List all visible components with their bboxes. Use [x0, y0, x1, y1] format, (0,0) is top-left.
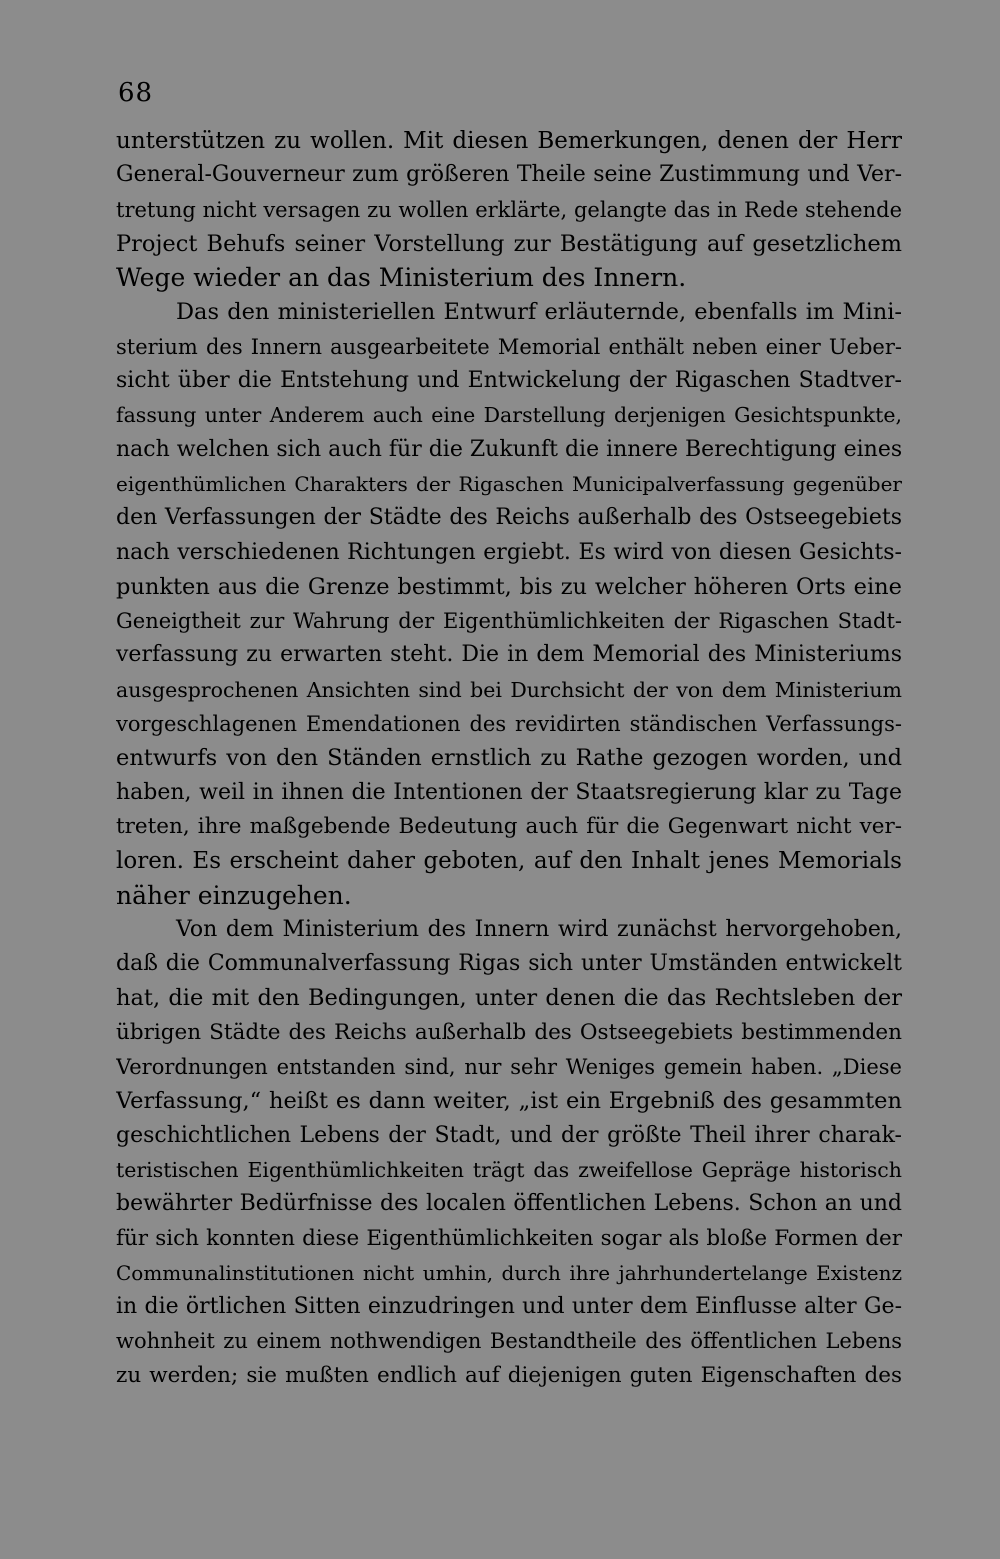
- text-line: zu werden; sie mußten endlich auf diejenigen guten Eigenschaften des: [116, 1362, 902, 1388]
- text-line: sicht über die Entstehung und Entwickelung der Rigaschen Stadtver-: [116, 368, 902, 394]
- text-line: geschichtlichen Lebens der Stadt, und der größte Theil ihrer charak-: [116, 1122, 902, 1148]
- text-line: unterstützen zu wollen. Mit diesen Bemerkungen, denen der Herr: [116, 128, 902, 154]
- text-line: nach verschiedenen Richtungen ergiebt. Es wird von diesen Gesichts-: [116, 539, 902, 565]
- text-line: Von dem Ministerium des Innern wird zunächst hervorgehoben,: [176, 916, 902, 942]
- text-line: eigenthümlichen Charakters der Rigaschen Municipalverfassung gegenüber: [116, 471, 902, 496]
- text-line: hat, die mit den Bedingungen, unter denen die das Rechtsleben der: [116, 985, 902, 1012]
- text-line: treten, ihre maßgebende Bedeutung auch für die Gegenwart nicht ver-: [116, 813, 902, 839]
- body-text: [116, 124, 902, 1393]
- text-line: bewährter Bedürfnisse des localen öffentlichen Lebens. Schon an und: [116, 1191, 902, 1217]
- text-line: Wege wieder an das Ministerium des Innern.: [116, 263, 687, 293]
- text-line: ausgesprochenen Ansichten sind bei Durchsicht der von dem Ministerium: [116, 677, 902, 702]
- text-line: den Verfassungen der Städte des Reichs außerhalb des Ostseegebiets: [116, 505, 902, 531]
- page-number: 68: [118, 78, 154, 108]
- text-line: verfassung zu erwarten steht. Die in dem Memorial des Ministeriums: [116, 642, 902, 668]
- text-line: tretung nicht versagen zu wollen erklärte, gelangte das in Rede stehende: [116, 197, 902, 222]
- text-line: teristischen Eigenthümlichkeiten trägt das zweifellose Gepräge historisch: [116, 1157, 902, 1182]
- text-line: haben, weil in ihnen die Intentionen der Staatsregierung klar zu Tage: [116, 779, 902, 805]
- text-line: Das den ministeriellen Entwurf erläuternde, ebenfalls im Mini-: [176, 299, 902, 326]
- text-line: fassung unter Anderem auch eine Darstellung derjenigen Gesichtspunkte,: [116, 403, 902, 428]
- text-line: Geneigtheit zur Wahrung der Eigenthümlichkeiten der Rigaschen Stadt-: [116, 609, 902, 634]
- text-line: übrigen Städte des Reichs außerhalb des Ostseegebiets bestimmenden: [116, 1019, 902, 1045]
- text-line: General-Gouverneur zum größeren Theile seine Zustimmung und Ver-: [116, 162, 902, 188]
- text-line: loren. Es erscheint daher geboten, auf den Inhalt jenes Memorials: [116, 848, 902, 875]
- text-line: für sich konnten diese Eigenthümlichkeiten sogar als bloße Formen der: [116, 1225, 902, 1251]
- text-line: Project Behufs seiner Vorstellung zur Bestätigung auf gesetzlichem: [116, 230, 902, 257]
- text-line: punkten aus die Grenze bestimmt, bis zu welcher höheren Orts eine: [116, 573, 902, 600]
- text-line: Communalinstitutionen nicht umhin, durch ihre jahrhundertelange Existenz: [116, 1260, 902, 1285]
- text-line: entwurfs von den Ständen ernstlich zu Rathe gezogen worden, und: [116, 745, 902, 772]
- text-line: wohnheit zu einem nothwendigen Bestandtheile des öffentlichen Lebens: [116, 1329, 902, 1354]
- text-line: daß die Communalverfassung Rigas sich unter Umständen entwickelt: [116, 951, 902, 977]
- text-line: in die örtlichen Sitten einzudringen und unter dem Einflusse alter Ge-: [116, 1294, 902, 1320]
- text-line: näher einzugehen.: [116, 880, 352, 910]
- text-line: sterium des Innern ausgearbeitete Memorial enthält neben einer Ueber-: [116, 334, 902, 359]
- text-line: nach welchen sich auch für die Zukunft die innere Berechtigung eines: [116, 436, 902, 462]
- text-line: vorgeschlagenen Emendationen des revidirten ständischen Verfassungs-: [116, 712, 902, 737]
- text-line: Verordnungen entstanden sind, nur sehr Weniges gemein haben. „Diese: [116, 1055, 902, 1080]
- text-line: Verfassung,“ heißt es dann weiter, „ist ein Ergebniß des gesammten: [116, 1088, 902, 1115]
